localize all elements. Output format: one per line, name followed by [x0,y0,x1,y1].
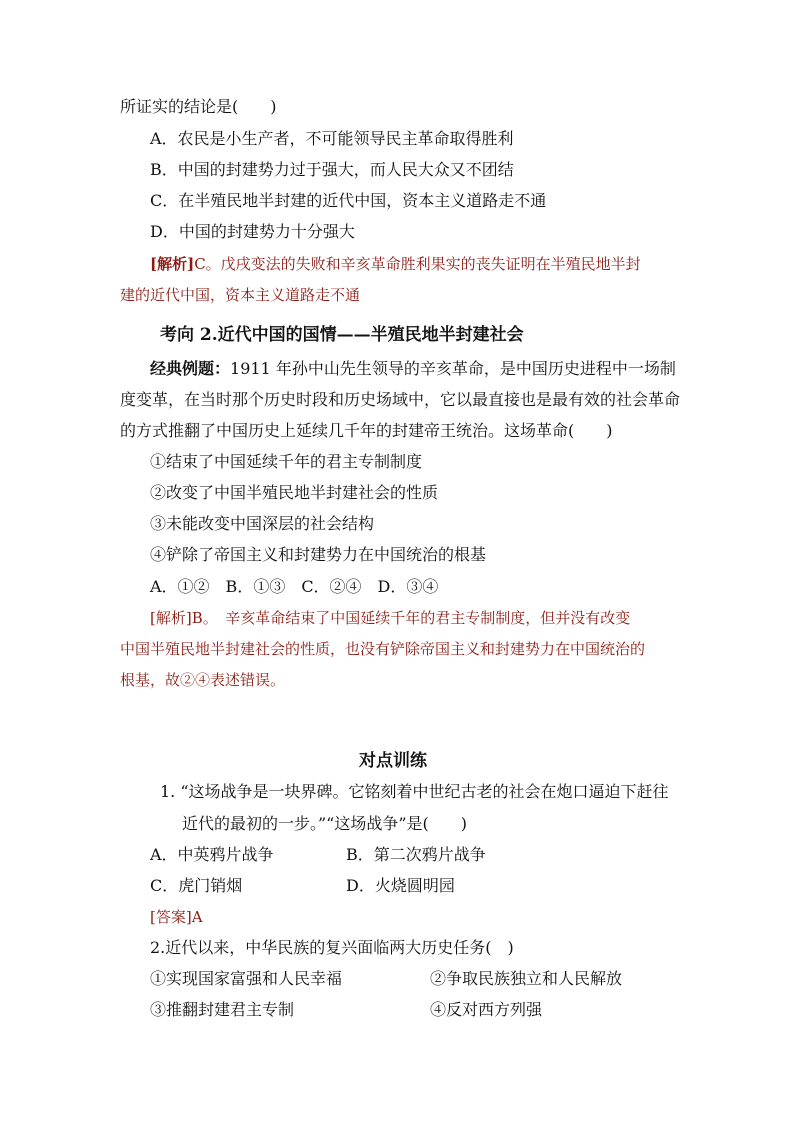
practice-q2-stem: 2.近代以来，中华民族的复兴面临两大历史任务( ) [150,938,514,957]
item-2: ②改变了中国半殖民地半封建社会的性质 [150,483,439,502]
practice-heading: 对点训练 [359,751,427,771]
item-3: ③未能改变中国深层的社会结构 [150,514,375,533]
example-analysis-line-3: 根基，故②④表述错误。 [120,671,286,689]
example-line-1 [150,359,676,379]
option-d: D．中国的封建势力十分强大 [150,222,355,241]
practice-q1-line-2: 近代的最初的一步。”“这场战争”是( ) [182,814,468,833]
practice-q1-answer: [答案]A [150,908,203,926]
analysis-text: C。戊戌变法的失败和辛亥革命胜利果实的丧失证明在半殖民地半封 [194,255,641,273]
example-analysis-line-2: 中国半殖民地半封建社会的性质，也没有铲除帝国主义和封建势力在中国统治的 [120,640,646,658]
practice-q1-option-b: B．第二次鸦片战争 [346,845,486,864]
practice-q2-item-3: ③推翻封建君主专制 [150,1000,295,1019]
choices-line: A．①② B．①③ C．②④ D．③④ [150,577,439,596]
example-line-3: 的方式推翻了中国历史上延续几千年的封建帝王统治。这场革命( ) [120,421,613,440]
example-analysis-line-1: [解析]B。 辛亥革命结束了中国延续千年的君主专制制度，但并没有改变 [150,609,631,627]
practice-q1-line-1: 1. “这场战争是一块界碑。它铭刻着中世纪古老的社会在炮口逼迫下赶往 [160,782,669,801]
practice-q2-item-4: ④反对西方列强 [430,1000,543,1019]
analysis-line-1 [150,254,641,274]
analysis-tag: [解析] [150,255,195,273]
practice-q2-item-2: ②争取民族独立和人民解放 [430,969,623,988]
practice-q2-item-1: ①实现国家富强和人民幸福 [150,969,343,988]
item-1: ①结束了中国延续千年的君主专制制度 [150,452,423,471]
example-line-2: 度变革，在当时那个历史时段和历史场域中，它以最直接也是最有效的社会革命 [120,390,681,409]
practice-q1-option-d: D．火烧圆明园 [346,876,455,895]
section-title: 考向 2.近代中国的国情——半殖民地半封建社会 [160,325,524,345]
option-a: A．农民是小生产者，不可能领导民主革命取得胜利 [150,129,514,148]
analysis-line-2: 建的近代中国，资本主义道路走不通 [120,286,361,304]
question-stem-end: 所证实的结论是( ) [120,97,277,116]
option-c: C．在半殖民地半封建的近代中国，资本主义道路走不通 [150,191,547,210]
practice-q1-option-a: A．中英鸦片战争 [150,845,274,864]
item-4: ④铲除了帝国主义和封建势力在中国统治的根基 [150,545,487,564]
example-text: 1911 年孙中山先生领导的辛亥革命，是中国历史进程中一场制 [230,359,676,378]
practice-q1-option-c: C．虎门销烟 [150,876,243,895]
option-b: B．中国的封建势力过于强大，而人民大众又不团结 [150,160,514,179]
example-label: 经典例题： [150,359,231,378]
